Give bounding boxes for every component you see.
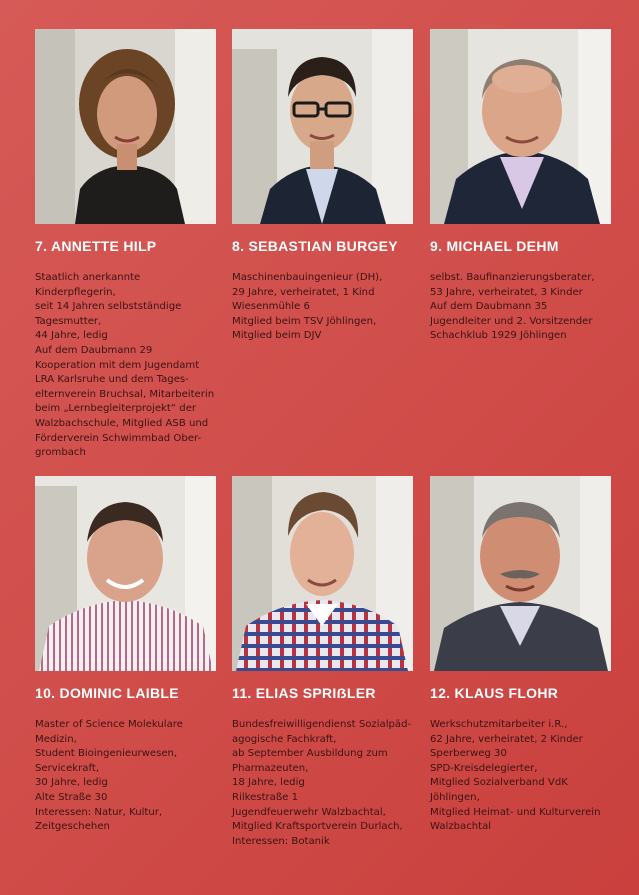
bio-line: Interessen: Natur, Kultur, xyxy=(35,806,163,818)
candidate-bio xyxy=(35,271,216,461)
candidate-name: 7. ANNETTE HILP xyxy=(35,238,157,254)
bio-line: Schachklub 1929 Jöhlingen xyxy=(430,330,567,342)
bio-line: Wiesenmühle 6 xyxy=(232,301,310,313)
candidate-photo xyxy=(35,29,216,224)
candidate-photo xyxy=(430,29,611,224)
bio-line: selbst. Baufinanzierungsberater, xyxy=(430,272,595,283)
candidate-name: 8. SEBASTIAN BURGEY xyxy=(232,238,398,254)
bio-line: Mitglied beim DJV xyxy=(232,330,322,342)
bio-line: Auf dem Daubmann 35 xyxy=(430,301,548,313)
bio-line: Mitglied Sozialverband VdK xyxy=(430,777,568,789)
bio-line: Auf dem Daubmann 29 xyxy=(35,344,153,356)
bio-line: 44 Jahre, ledig xyxy=(35,330,108,342)
bio-line: Kinderpflegerin, xyxy=(35,286,116,298)
bio-line: Medizin, xyxy=(35,733,77,745)
candidate-name: 10. DOMINIC LAIBLE xyxy=(35,685,179,701)
candidate-photo xyxy=(430,476,611,671)
bio-line: LRA Karlsruhe und dem Tages- xyxy=(35,374,189,386)
candidate-card xyxy=(35,29,216,461)
bio-line: ab September Ausbildung zum xyxy=(232,748,388,760)
bio-line: Maschinenbauingenieur (DH), xyxy=(232,272,383,283)
candidate-bio xyxy=(35,718,216,835)
candidate-photo xyxy=(232,476,413,671)
bio-line: Bundesfreiwilligendienst Sozialpäd- xyxy=(232,719,412,730)
bio-line: SPD-Kreisdelegierter, xyxy=(430,762,538,774)
candidate-bio xyxy=(232,271,413,344)
portrait-man-mustache-jacket-icon xyxy=(430,476,611,671)
candidate-bio xyxy=(232,718,413,849)
bio-line: Kooperation mit dem Jugendamt xyxy=(35,359,200,371)
bio-line: beim „Lernbegleiterprojekt“ der xyxy=(35,403,197,415)
portrait-young-man-checked-shirt-icon xyxy=(232,476,413,671)
bio-line: Zeitgeschehen xyxy=(35,821,110,833)
bio-line: 53 Jahre, verheiratet, 3 Kinder xyxy=(430,286,583,298)
bio-line: 29 Jahre, verheiratet, 1 Kind xyxy=(232,286,375,298)
bio-line: 62 Jahre, verheiratet, 2 Kinder xyxy=(430,733,583,745)
candidate-card xyxy=(430,476,611,835)
bio-line: Staatlich anerkannte xyxy=(35,272,141,283)
candidate-bio xyxy=(430,271,611,344)
candidate-bio xyxy=(430,718,611,835)
bio-line: Werkschutzmitarbeiter i.R., xyxy=(430,719,568,730)
portrait-woman-curly-hair-icon xyxy=(35,29,216,224)
bio-line: Walzbachtal xyxy=(430,821,492,833)
bio-line: Mitglied Kraftsportverein Durlach, xyxy=(232,821,403,833)
bio-line: agogische Fachkraft, xyxy=(232,733,337,745)
bio-line: Master of Science Molekulare xyxy=(35,719,183,730)
bio-line: Mitglied beim TSV Jöhlingen, xyxy=(232,315,377,327)
bio-line: elternverein Bruchsal, Mitarbeiterin xyxy=(35,388,215,400)
bio-line: Tagesmutter, xyxy=(35,315,102,327)
bio-line: Jöhlingen, xyxy=(430,791,480,803)
bio-line: seit 14 Jahren selbstständige xyxy=(35,301,182,313)
portrait-man-bald-suit-icon xyxy=(430,29,611,224)
bio-line: 18 Jahre, ledig xyxy=(232,777,305,789)
candidate-name: 11. ELIAS SPRIẞLER xyxy=(232,685,376,701)
bio-line: Jugendleiter und 2. Vorsitzender xyxy=(430,315,593,327)
bio-line: Jugendfeuerwehr Walzbachtal, xyxy=(232,806,386,818)
bio-line: Interessen: Botanik xyxy=(232,835,330,847)
candidate-card xyxy=(430,29,611,344)
bio-line: Sperberweg 30 xyxy=(430,748,507,760)
portrait-man-striped-shirt-icon xyxy=(35,476,216,671)
bio-line: Mitglied Heimat- und Kulturverein xyxy=(430,806,601,818)
candidate-card xyxy=(232,476,413,849)
candidate-name: 9. MICHAEL DEHM xyxy=(430,238,559,254)
bio-line: Walzbachschule, Mitglied ASB und xyxy=(35,417,209,429)
candidate-name: 12. KLAUS FLOHR xyxy=(430,685,559,701)
bio-line: Servicekraft, xyxy=(35,762,100,774)
bio-line: Alte Straße 30 xyxy=(35,791,108,803)
candidate-photo xyxy=(232,29,413,224)
bio-line: Rilkestraße 1 xyxy=(232,791,299,803)
candidate-card xyxy=(232,29,413,344)
portrait-man-glasses-suit-icon xyxy=(232,29,413,224)
candidate-card xyxy=(35,476,216,835)
bio-line: Student Bioingenieurwesen, xyxy=(35,748,178,760)
candidate-photo xyxy=(35,476,216,671)
bio-line: 30 Jahre, ledig xyxy=(35,777,108,789)
bio-line: grombach xyxy=(35,447,86,459)
bio-line: Pharmazeuten, xyxy=(232,762,309,774)
bio-line: Förderverein Schwimmbad Ober- xyxy=(35,432,202,444)
